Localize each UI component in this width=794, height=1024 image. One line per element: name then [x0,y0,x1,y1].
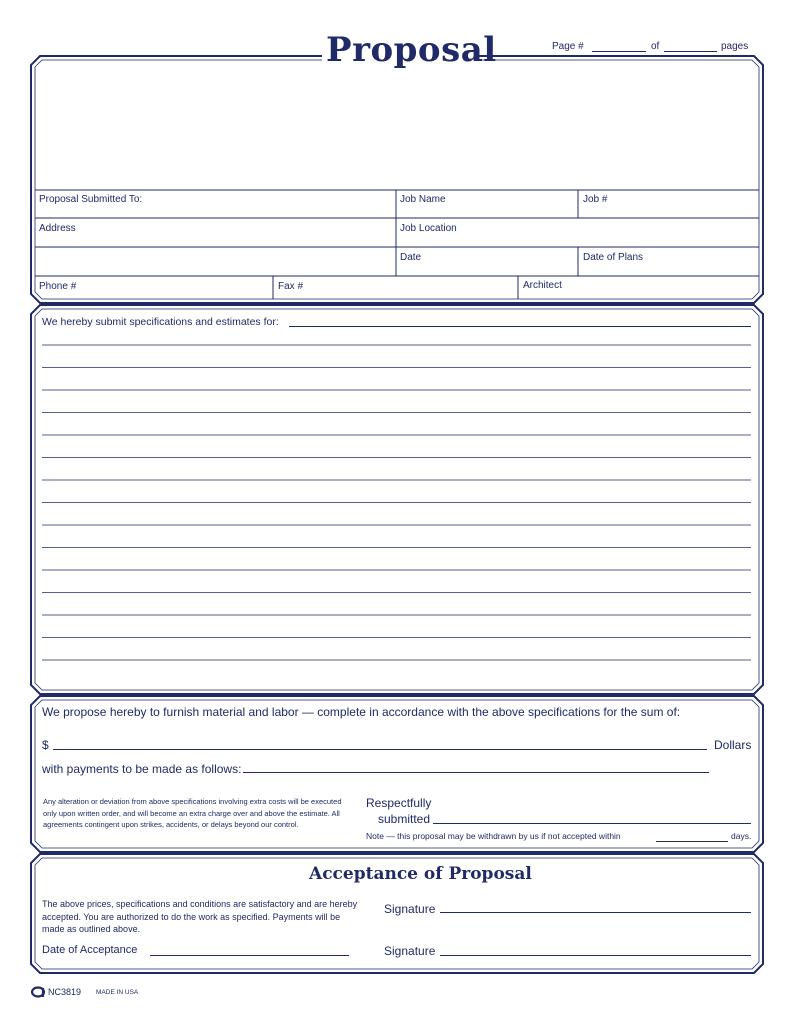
letterhead-area[interactable] [36,62,758,189]
signature-label-2: Signature [384,944,436,958]
submitted-signature-field[interactable] [433,823,751,824]
page-number-label: Page # [552,41,584,52]
signature-field-1[interactable] [440,912,751,913]
architect-label: Architect [523,280,562,291]
specifications-first-line[interactable] [289,326,751,327]
page-of-label: of [651,41,660,52]
date-label: Date [400,252,422,263]
proposal-submitted-to-label: Proposal Submitted To: [39,194,143,205]
page-total-field[interactable] [664,51,717,52]
job-location-label: Job Location [400,223,457,234]
payments-field[interactable] [243,772,709,773]
job-name-label: Job Name [400,194,446,205]
phone-label: Phone # [39,281,77,292]
submitted-label: submitted [378,812,431,826]
payments-label: with payments to be made as follows: [42,762,242,776]
respectfully-label: Respectfully [366,796,432,810]
alteration-terms: Any alteration or deviation from above specifications involving extra costs will be executed only upon written order, and will become an extra charge over and above the estimate. All agreements contingent upon strikes, accidents, or delays beyond our control. [43,797,342,829]
days-field[interactable] [656,841,728,842]
spec-panel-border [31,305,763,694]
signature-field-2[interactable] [440,955,751,956]
dollar-sign: $ [42,738,49,752]
address-label: Address [39,223,76,234]
propose-text: We propose hereby to furnish material and labor — complete in accordance with the above specifications for the sum of: [42,705,681,719]
acceptance-title: Acceptance of Proposal [309,864,532,884]
acceptance-terms: The above prices, specifications and conditions are satisfactory and are hereby accepted. You are authorized to do the work as specified. Payments will be made as outlined above. [42,899,358,934]
page-title: Proposal [326,30,497,70]
specifications-intro: We hereby submit specifications and estimates for: [42,316,279,328]
sum-field[interactable] [53,749,707,750]
date-of-plans-label: Date of Plans [583,252,644,263]
date-of-acceptance-label: Date of Acceptance [42,944,138,956]
fax-label: Fax # [278,281,304,292]
page-number-field[interactable] [592,51,646,52]
date-of-acceptance-field[interactable] [150,955,349,956]
adams-logo-icon [31,986,47,998]
withdrawal-note: Note — this proposal may be withdrawn by us if not accepted within [366,831,621,841]
dollars-label: Dollars [714,738,752,752]
days-label: days. [731,831,752,841]
pages-label: pages [721,41,749,52]
job-number-label: Job # [583,194,608,205]
form-number: NC3819 [48,987,82,997]
made-in-usa: MADE IN USA [96,989,139,996]
signature-label-1: Signature [384,902,436,916]
